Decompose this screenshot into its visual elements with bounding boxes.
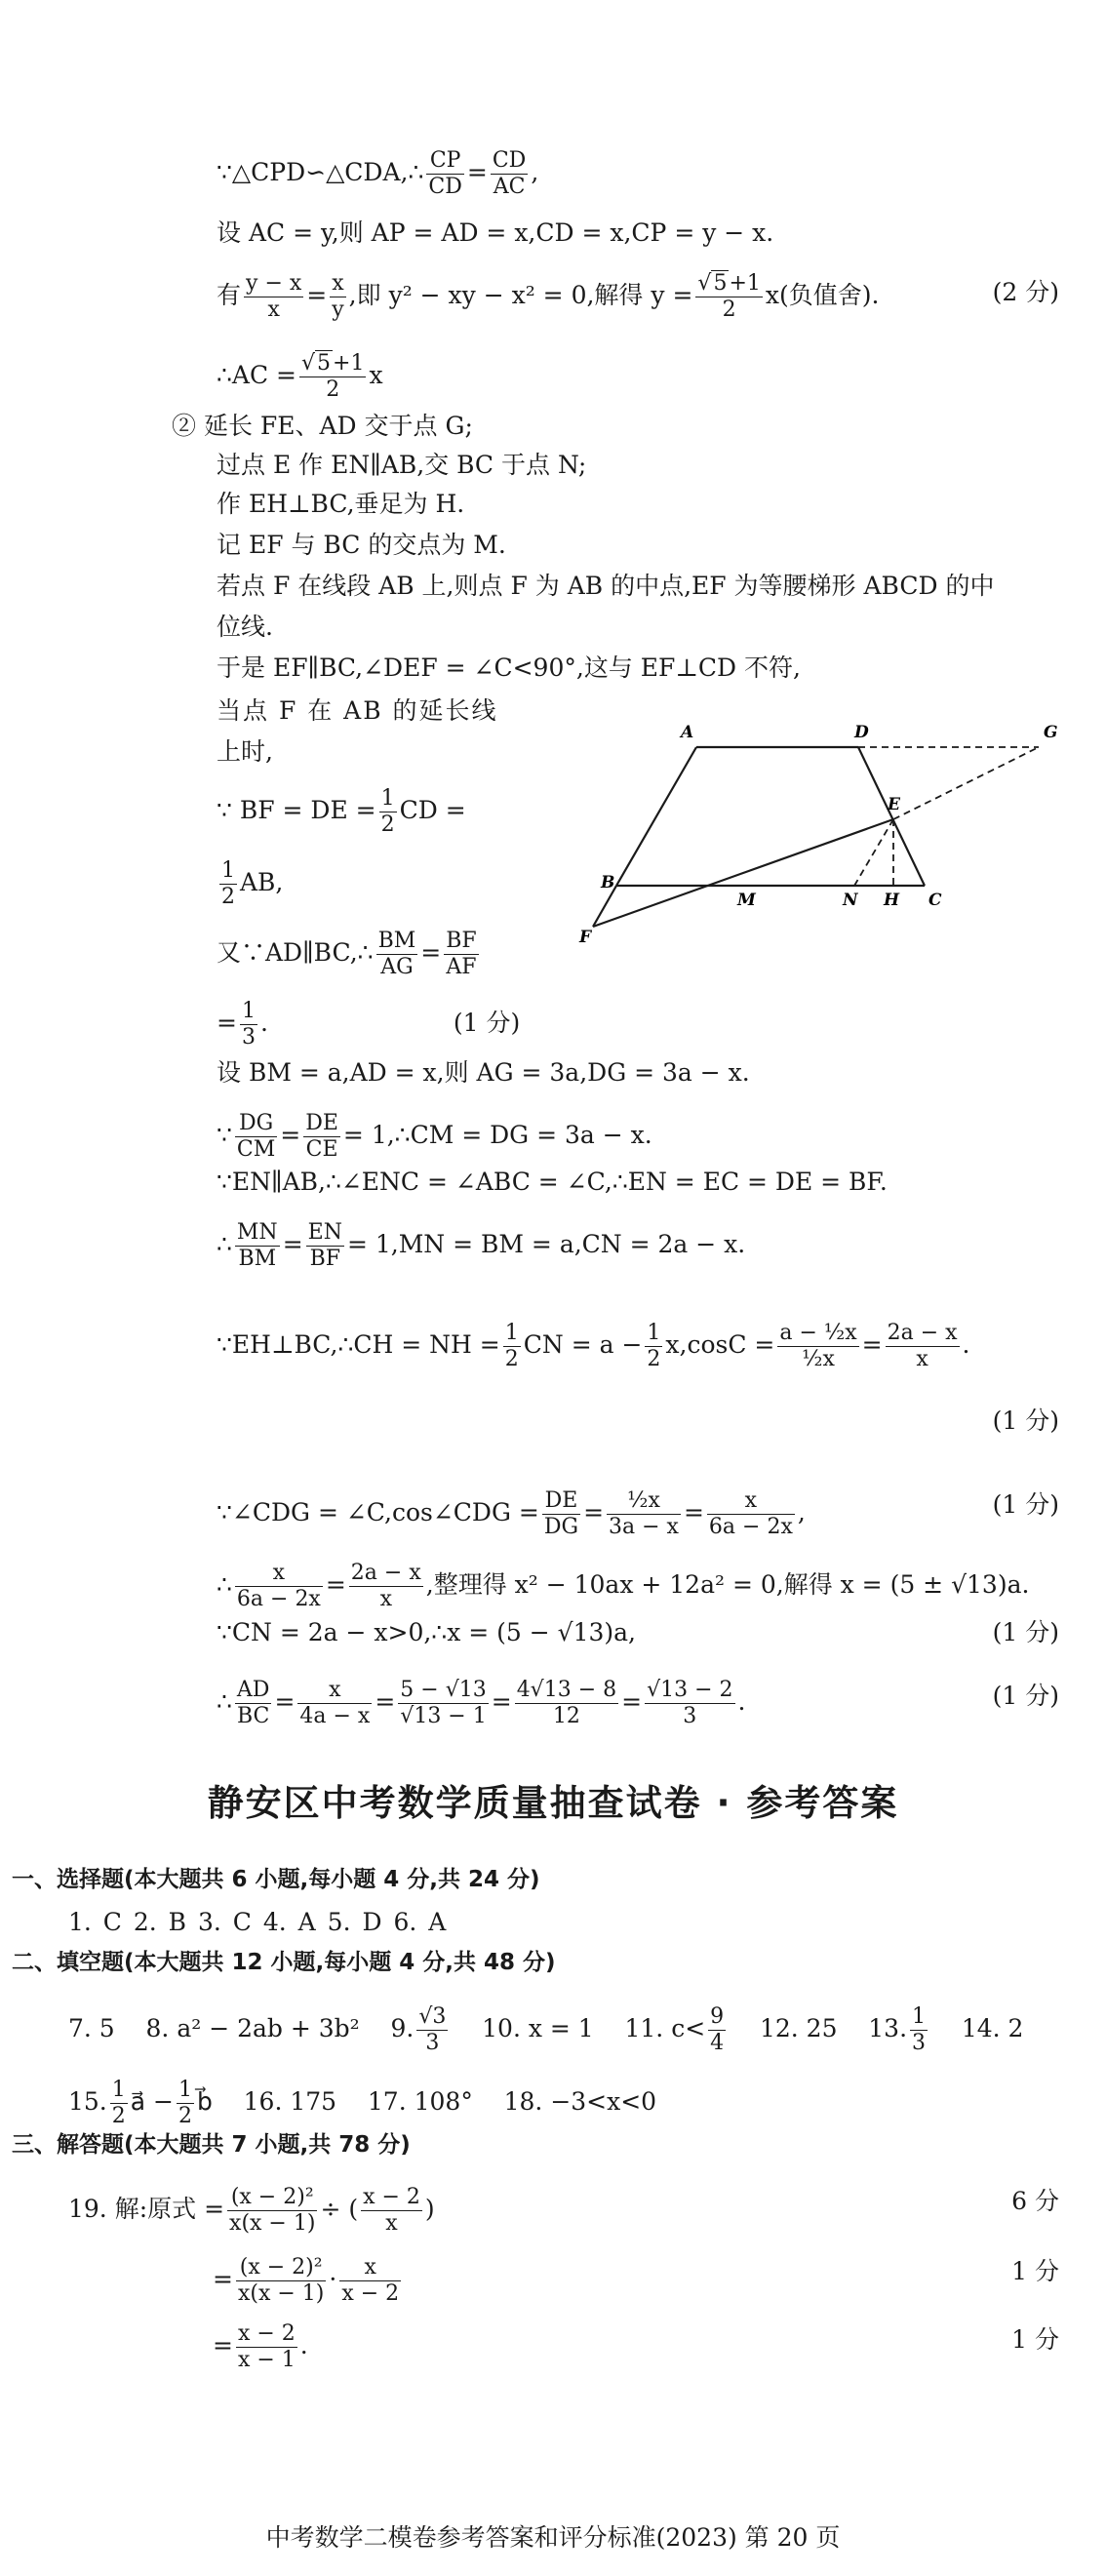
fraction: $\frac{1}{2}$ [221, 858, 235, 909]
line-perpendicular: 作 EH⊥BC,垂足为 H. [217, 490, 465, 518]
fill-answers-row-1: 7. 5 8. a² − 2ab + 3b² 9. $\frac{√3}{3}$ 10. x = 1 11. c< $\frac{9}{4}$ 12. 25 13. $\frac{1}{3}$ 14. 2 [68, 2004, 1024, 2055]
fill-answers-row-2: 15. $\frac{1}{2}$ a⃗ − $\frac{1}{2}$ b⃗ 16. 175 17. 108° 18. −3<x<0 [68, 2078, 657, 2128]
fraction: $\frac{x}{y}$ [332, 271, 344, 322]
fraction: $\frac{1}{3}$ [241, 999, 256, 1050]
fraction: $\frac{1}{3}$ [912, 2004, 927, 2055]
line-cosc: ∵EH⊥BC,∴CH = NH = $\frac{1}{2}$ CN = a − $\frac{1}{2}$ x,cosC = $\frac{\text{a − ½x}}{\text{½x}}$ = $\frac{2a - x}{x}$ . [217, 1321, 970, 1371]
fraction: $\frac{x}{6a - 2x}$ [236, 1561, 321, 1611]
q19-line-3: = $\frac{x - 2}{x - 1}$ . [213, 2321, 308, 2372]
fraction: $\frac{CP}{CD}$ [428, 148, 462, 199]
segment-fe [593, 819, 893, 927]
line-contradiction: 于是 EF∥BC,∠DEF = ∠C<90°,这与 EF⊥CD 不符, [217, 654, 801, 682]
fraction: $\frac{5 - √13}{√13 - 1}$ [400, 1678, 487, 1728]
line-solve-y: 有 $\frac{y - x}{x}$ = $\frac{x}{y}$ ,即 y² − xy − x² = 0,解得 y = $\frac{√5+1}{2}$ x(负值舍). [217, 271, 880, 322]
line-set-variables: 设 AC = y,则 AP = AD = x,CD = x,CP = y − x. [217, 218, 774, 247]
label-n: N [843, 891, 858, 910]
line-extension-case-2: 上时, [217, 737, 273, 766]
fraction: $\frac{\text{(x − 2)²}}{x(x - 1)}$ [237, 2255, 325, 2306]
fraction: $\frac{EN}{BF}$ [307, 1220, 342, 1271]
fraction: $\frac{1}{2}$ [504, 1321, 519, 1371]
fraction: $\frac{√5+1}{2}$ [697, 271, 761, 322]
fraction: $\frac{9}{4}$ [710, 2004, 725, 2055]
score-points: (1 分) [992, 1682, 1059, 1710]
fraction: $\frac{BM}{AG}$ [377, 929, 416, 979]
line-set-bm: 设 BM = a,AD = x,则 AG = 3a,DG = 3a − x. [217, 1058, 750, 1087]
section-heading-choice: 一、选择题(本大题共 6 小题,每小题 4 分,共 24 分) [12, 1867, 540, 1892]
fraction: $\frac{1}{2}$ [380, 786, 395, 837]
line-final-ratio: ∴ $\frac{AD}{BC}$ = $\frac{x}{4a - x}$ = $\frac{5 - √13}{√13 - 1}$ = $\frac{4√13 - 8}{12}$ = $\frac{√13 - 2}{3}$ . [217, 1678, 746, 1728]
page-footer: 中考数学二模卷参考答案和评分标准(2023) 第 20 页 [265, 2523, 841, 2552]
line-bf-de: ∵ BF = DE = $\frac{1}{2}$ CD = [217, 786, 466, 837]
label-d: D [854, 723, 869, 742]
score-points: 6 分 [1011, 2187, 1059, 2215]
fraction: $\frac{x - 2}{x}$ [363, 2185, 420, 2236]
trapezoid-figure [566, 712, 1073, 985]
fraction: $\frac{AD}{BC}$ [236, 1678, 270, 1728]
choice-answers: 1. C 2. B 3. C 4. A 5. D 6. A [68, 1908, 447, 1936]
line-cm-dg: ∵ $\frac{DG}{CM}$ = $\frac{DE}{CE}$ = 1,∴CM = DG = 3a − x. [217, 1111, 652, 1162]
segment-dc [858, 747, 925, 886]
fraction: $\frac{1}{2}$ [111, 2078, 126, 2128]
fraction: $\frac{DE}{DG}$ [543, 1488, 579, 1539]
fraction: $\frac{\text{½x}}{3a - x}$ [609, 1488, 679, 1539]
label-h: H [884, 891, 900, 910]
fraction: $\frac{\text{a − ½x}}{\text{½x}}$ [779, 1321, 857, 1371]
line-mn-bm: ∴ $\frac{MN}{BM}$ = $\frac{EN}{BF}$ = 1,MN = BM = a,CN = 2a − x. [217, 1220, 746, 1271]
score-points: (1 分) [992, 1490, 1059, 1519]
line-cos-cdg: ∵∠CDG = ∠C,cos∠CDG = $\frac{DE}{DG}$ = $\frac{\text{½x}}{3a - x}$ = $\frac{x}{6a - 2x}$ , [217, 1488, 806, 1539]
score-points: 1 分 [1011, 2325, 1059, 2354]
line-one-third: = $\frac{1}{3}$ . (1 分) [217, 999, 521, 1050]
fraction: $\frac{BF}{AF}$ [446, 929, 477, 979]
fraction: $\frac{DG}{CM}$ [236, 1111, 276, 1162]
label-g: G [1044, 723, 1058, 742]
line-similar-triangles: ∵△CPD∽△CDA,∴ $\frac{CP}{CD}$ = $\frac{CD}{AC}$ , [217, 148, 539, 199]
label-e: E [888, 795, 900, 814]
line-cn-positive: ∵CN = 2a − x>0,∴x = (5 − √13)a, [217, 1618, 636, 1646]
label-f: F [579, 928, 592, 947]
fraction: $\frac{1}{2}$ [178, 2078, 192, 2128]
q19-line-2: = $\frac{\text{(x − 2)²}}{x(x - 1)}$ · $\frac{x}{x - 2}$ [213, 2255, 400, 2306]
fraction: $\frac{CD}{AC}$ [492, 148, 527, 199]
fraction: $\frac{MN}{BM}$ [236, 1220, 278, 1271]
fraction: $\frac{x}{x - 2}$ [341, 2255, 400, 2306]
segment-eg [893, 747, 1039, 819]
fraction: $\frac{x}{4a - x}$ [299, 1678, 371, 1728]
score-points: (1 分) [992, 1407, 1059, 1435]
segment-en [854, 819, 893, 886]
score-points: (1 分) [992, 1618, 1059, 1646]
line-intersection: 记 EF 与 BC 的交点为 M. [217, 531, 506, 559]
label-b: B [601, 873, 615, 892]
fraction: $\frac{y - x}{x}$ [246, 271, 302, 322]
fraction: $\frac{x}{6a - 2x}$ [708, 1488, 793, 1539]
fraction: $\frac{√3}{3}$ [418, 2004, 447, 2055]
page-title: 静安区中考数学质量抽查试卷 · 参考答案 [207, 1782, 899, 1824]
fraction: $\frac{x - 2}{x - 1}$ [237, 2321, 296, 2372]
line-ac-result: ∴AC = $\frac{√5+1}{2}$ x [217, 351, 383, 402]
line-midline: 位线. [217, 613, 273, 641]
score-points: 1 分 [1011, 2257, 1059, 2285]
line-quadratic: ∴ $\frac{x}{6a - 2x}$ = $\frac{2a - x}{x}$ ,整理得 x² − 10ax + 12a² = 0,解得 x = (5 ± √13)a. [217, 1561, 1030, 1611]
fraction: $\frac{√13 - 2}{3}$ [647, 1678, 733, 1728]
fraction: $\frac{DE}{CE}$ [305, 1111, 338, 1162]
label-a: A [681, 723, 694, 742]
fraction: $\frac{2a - x}{x}$ [887, 1321, 958, 1371]
line-midpoint-case: 若点 F 在线段 AB 上,则点 F 为 AB 的中点,EF 为等腰梯形 ABCD 的中 [217, 572, 995, 600]
fraction: $\frac{1}{2}$ [647, 1321, 661, 1371]
q19-line-1: 19. 解:原式 = $\frac{\text{(x − 2)²}}{x(x - 1)}$ ÷ ( $\frac{x - 2}{x}$ ) [68, 2185, 435, 2236]
line-parallel: 过点 E 作 EN∥AB,交 BC 于点 N; [217, 451, 587, 479]
fraction: $\frac{√5+1}{2}$ [300, 351, 365, 402]
section-heading-fill: 二、填空题(本大题共 12 小题,每小题 4 分,共 48 分) [12, 1950, 556, 1975]
fraction: $\frac{4√13 - 8}{12}$ [516, 1678, 617, 1728]
line-ratio-bm: 又∵AD∥BC,∴ $\frac{BM}{AG}$ = $\frac{BF}{AF}$ [217, 929, 477, 979]
segment-ab [616, 747, 696, 886]
label-m: M [737, 891, 756, 910]
line-en-parallel: ∵EN∥AB,∴∠ENC = ∠ABC = ∠C,∴EN = EC = DE = BF. [217, 1168, 888, 1196]
fraction: $\frac{\text{(x − 2)²}}{x(x - 1)}$ [229, 2185, 316, 2236]
line-half-ab: $\frac{1}{2}$ AB, [221, 858, 284, 909]
score-points: (2 分) [992, 278, 1059, 306]
section-heading-solve: 三、解答题(本大题共 7 小题,共 78 分) [12, 2132, 411, 2158]
fraction: $\frac{2a - x}{x}$ [350, 1561, 421, 1611]
line-extension-case: 当点 F 在 AB 的延长线 [217, 696, 498, 725]
label-c: C [928, 891, 942, 910]
line-extend: ② 延长 FE、AD 交于点 G; [172, 412, 473, 440]
